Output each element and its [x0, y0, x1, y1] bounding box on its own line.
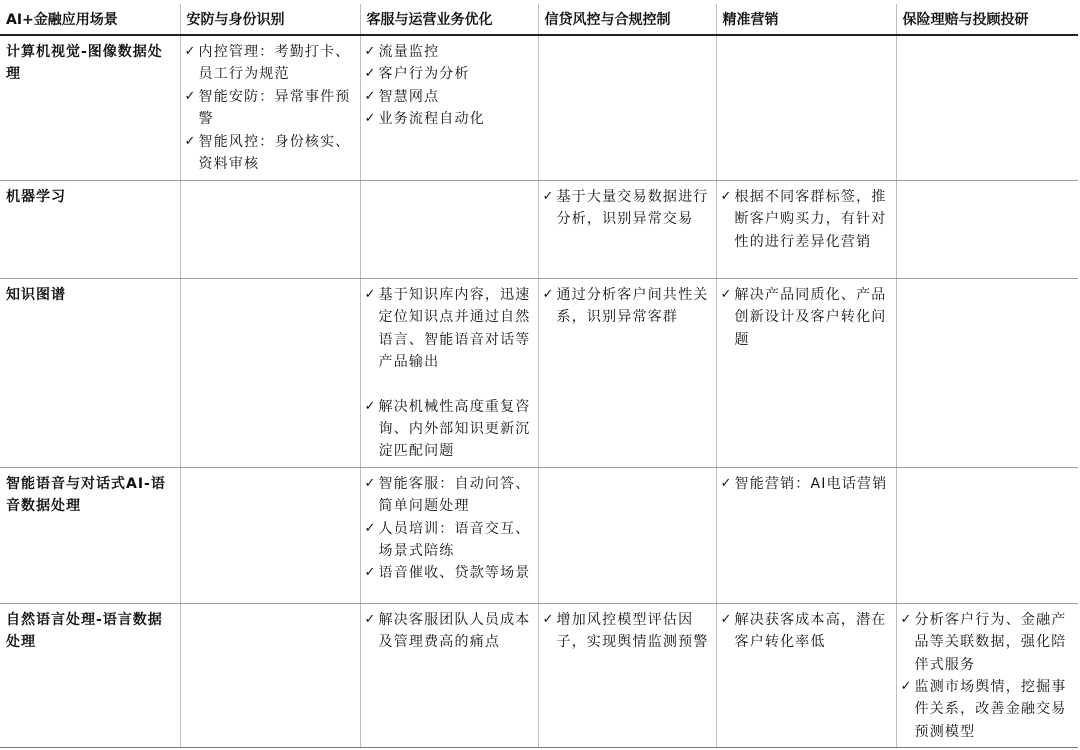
- bullet-item-text: 分析客户行为、金融产品等关联数据，强化陪伴式服务: [914, 611, 1067, 673]
- table-cell: [896, 603, 1078, 747]
- bullet-item-text: 人员培训：语音交互、场景式陪练: [378, 520, 531, 560]
- bullet-item-text: 解决产品同质化、产品创新设计及客户转化问题: [734, 287, 887, 348]
- header-cell-scenario: AI+金融应用场景: [0, 4, 180, 35]
- table-row: [0, 603, 1078, 747]
- bullet-item-text: 智能安防：异常事件预警: [198, 88, 351, 128]
- checkmark-icon: ✓: [900, 679, 913, 695]
- header-cell-service: 客服与运营业务优化: [360, 4, 538, 35]
- table-body: [0, 35, 1078, 748]
- bullet-item-text: 解决客服团队人员成本及管理费高的痛点: [378, 611, 531, 651]
- table-row: [0, 35, 1078, 181]
- bullet-item-text: 客户行为分析: [378, 66, 470, 83]
- table-cell: [180, 279, 360, 468]
- bullet-item: [543, 609, 712, 654]
- bullet-item: [185, 86, 356, 131]
- checkmark-icon: ✓: [364, 611, 377, 627]
- table-cell: [896, 181, 1078, 279]
- bullet-item: [185, 41, 356, 86]
- table-cell: [538, 35, 716, 181]
- checkmark-icon: ✓: [364, 287, 377, 302]
- checkmark-icon: ✓: [542, 189, 555, 204]
- item-spacer: [365, 374, 534, 396]
- bullet-item: [901, 609, 1075, 676]
- header-cell-insurance: 保险理赔与投顾投研: [896, 4, 1078, 35]
- bullet-item: [543, 284, 712, 329]
- bullet-item: [365, 86, 534, 108]
- table-cell: [716, 467, 896, 603]
- bullet-item-text: 智能风控：身份核实、资料审核: [198, 133, 351, 173]
- bullet-item: [543, 186, 712, 231]
- bullet-item: [365, 284, 534, 374]
- bullet-item: [365, 473, 534, 518]
- checkmark-icon: ✓: [542, 287, 555, 302]
- checkmark-icon: ✓: [364, 475, 377, 491]
- checkmark-icon: ✓: [720, 287, 733, 302]
- checkmark-icon: ✓: [720, 611, 733, 627]
- checkmark-icon: ✓: [364, 565, 377, 581]
- bullet-item: [365, 518, 534, 563]
- row-label: 机器学习: [0, 181, 180, 279]
- table-cell: [538, 279, 716, 468]
- bullet-item: [365, 108, 534, 130]
- table-row: [0, 467, 1078, 603]
- bullet-item-text: 增加风控模型评估因子，实现舆情监测预警: [556, 611, 709, 651]
- table-cell: [360, 35, 538, 181]
- table-cell: [360, 467, 538, 603]
- header-row: [0, 4, 1078, 35]
- bullet-item: [721, 186, 892, 253]
- table-cell: [896, 467, 1078, 603]
- row-label: 智能语音与对话式AI-语音数据处理: [0, 467, 180, 603]
- row-label: 计算机视觉-图像数据处理: [0, 35, 180, 181]
- bullet-item: [721, 609, 892, 654]
- bullet-item-text: 监测市场舆情，挖掘事件关系，改善金融交易预测模型: [914, 679, 1067, 740]
- header-cell-credit-risk: 信贷风控与合规控制: [538, 4, 716, 35]
- bullet-item: [365, 609, 534, 654]
- checkmark-icon: ✓: [720, 475, 733, 491]
- ai-finance-scenario-table: [0, 4, 1078, 748]
- checkmark-icon: ✓: [184, 88, 197, 104]
- table-cell: [180, 467, 360, 603]
- checkmark-icon: ✓: [720, 189, 733, 204]
- bullet-item-text: 解决机械性高度重复咨询、内外部知识更新沉淀匹配问题: [378, 398, 531, 460]
- checkmark-icon: ✓: [364, 66, 377, 82]
- table-cell: [538, 467, 716, 603]
- bullet-item: [901, 676, 1075, 743]
- checkmark-icon: ✓: [364, 111, 377, 127]
- table-cell: [180, 35, 360, 181]
- table-cell: [360, 603, 538, 747]
- bullet-item-text: 基于知识库内容，迅速定位知识点并通过自然语言、智能语音对话等产品输出: [378, 287, 531, 371]
- bullet-item: [365, 63, 534, 85]
- bullet-item-text: 智能客服：自动问答、简单问题处理: [378, 475, 531, 515]
- bullet-item: [365, 562, 534, 584]
- checkmark-icon: ✓: [364, 44, 377, 59]
- table-cell: [716, 181, 896, 279]
- header-cell-security: 安防与身份识别: [180, 4, 360, 35]
- bullet-item: [365, 396, 534, 463]
- bullet-item-text: 通过分析客户间共性关系，识别异常客群: [556, 287, 709, 326]
- table-cell: [180, 603, 360, 747]
- table-cell: [716, 603, 896, 747]
- bullet-item-text: 智慧网点: [378, 88, 440, 105]
- checkmark-icon: ✓: [364, 520, 377, 536]
- checkmark-icon: ✓: [364, 88, 377, 104]
- bullet-item: [185, 131, 356, 176]
- table-cell: [716, 279, 896, 468]
- checkmark-icon: ✓: [542, 611, 555, 627]
- bullet-item-text: 根据不同客群标签，推断客户购买力，有针对性的进行差异化营销: [734, 189, 887, 250]
- checkmark-icon: ✓: [364, 398, 377, 414]
- bullet-item-text: 流量监控: [378, 44, 440, 60]
- table-cell: [538, 181, 716, 279]
- table-cell: [180, 181, 360, 279]
- table-row: [0, 279, 1078, 468]
- table-row: [0, 181, 1078, 279]
- table-cell: [360, 279, 538, 468]
- table-cell: [896, 279, 1078, 468]
- bullet-item-text: 内控管理：考勤打卡、员工行为规范: [198, 44, 351, 83]
- bullet-item: [721, 284, 892, 351]
- row-label: 知识图谱: [0, 279, 180, 468]
- checkmark-icon: ✓: [900, 611, 913, 627]
- bullet-item-text: 智能营销：AI电话营销: [734, 475, 888, 492]
- table-cell: [538, 603, 716, 747]
- bullet-item: [365, 41, 534, 63]
- row-label: 自然语言处理-语言数据处理: [0, 603, 180, 747]
- bullet-item-text: 语音催收、贷款等场景: [378, 565, 531, 582]
- bullet-item-text: 业务流程自动化: [378, 111, 485, 128]
- checkmark-icon: ✓: [184, 44, 197, 59]
- checkmark-icon: ✓: [184, 133, 197, 149]
- bullet-item-text: 基于大量交易数据进行分析，识别异常交易: [556, 189, 709, 228]
- table-cell: [716, 35, 896, 181]
- table-cell: [360, 181, 538, 279]
- table-cell: [896, 35, 1078, 181]
- bullet-item-text: 解决获客成本高，潜在客户转化率低: [734, 611, 887, 651]
- header-cell-marketing: 精准营销: [716, 4, 896, 35]
- bullet-item: [721, 473, 892, 495]
